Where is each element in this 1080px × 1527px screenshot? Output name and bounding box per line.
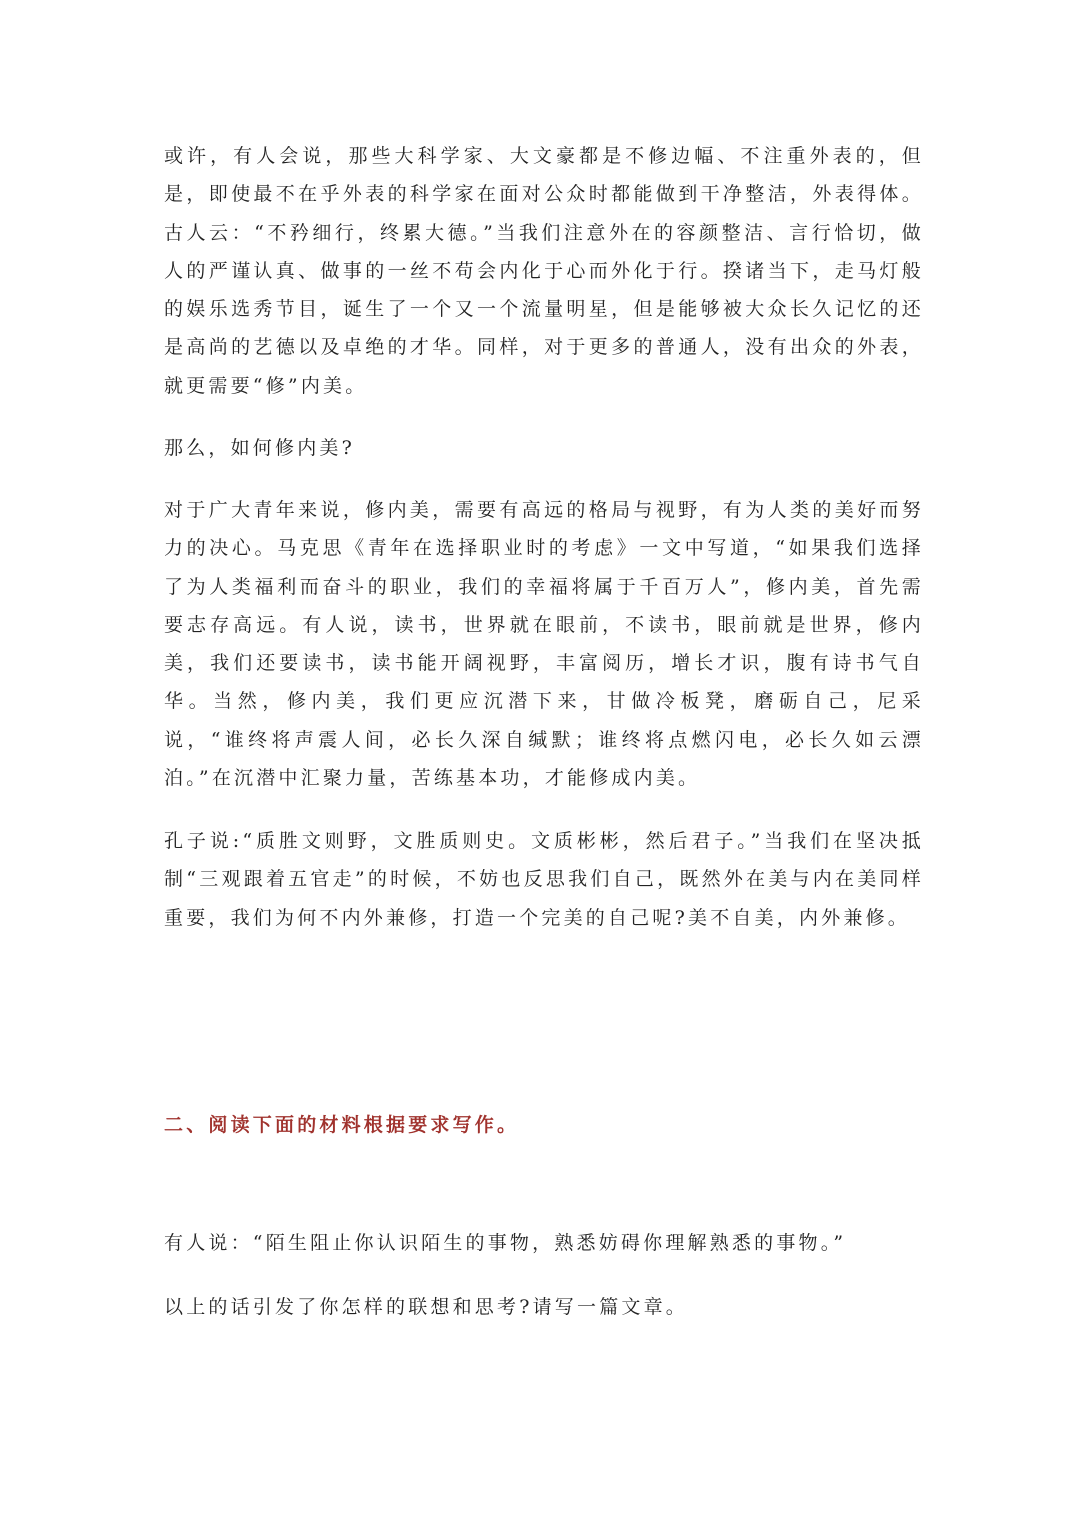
paragraph-youth: 对于广大青年来说，修内美，需要有高远的格局与视野，有为人类的美好而努力的决心。马克思《青年在选择职业时的考虑》一文中写道，“如果我们选择了为人类福利而奋斗的职业，我们的幸福将属于千百万人”，修内美，首先需要志存高远。有人说，读书，世界就在眼前，不读书，眼前就是世界，修内美，我们还要读书，读书能开阔视野，丰富阅历，增长才识，腹有诗书气自华。当然，修内美，我们更应沉潜下来，甘做冷板凳，磨砺自己，尼采说，“谁终将声震人间，必长久深自缄默；谁终将点燃闪电，必长久如云漂泊。”在沉潜中汇聚力量，苦练基本功，才能修成内美。 xyxy=(164,499,924,790)
prompt-question: 以上的话引发了你怎样的联想和思考?请写一篇文章。 xyxy=(164,1296,688,1318)
paragraph-question: 那么，如何修内美? xyxy=(164,437,355,459)
section-heading: 二、阅读下面的材料根据要求写作。 xyxy=(164,1114,520,1136)
paragraph-appearance: 或许，有人会说，那些大科学家、大文豪都是不修边幅、不注重外表的，但是，即使最不在乎外表的科学家在面对公众时都能做到干净整洁，外表得体。古人云：“不矜细行，终累大德。”当我们注意外在的容颜整洁、言行恰切，做人的严谨认真、做事的一丝不苟会内化于心而外化于行。揆诸当下，走马灯般的娱乐选秀节目，诞生了一个又一个流量明星，但是能够被大众长久记忆的还是高尚的艺德以及卓绝的才华。同样，对于更多的普通人，没有出众的外表，就更需要“修”内美。 xyxy=(164,145,924,397)
paragraph-confucius: 孔子说:“质胜文则野，文胜质则史。文质彬彬，然后君子。”当我们在坚决抵制“三观跟着五官走”的时候，不妨也反思我们自己，既然外在美与内在美同样重要，我们为何不内外兼修，打造一个完美的自己呢?美不自美，内外兼修。 xyxy=(164,830,924,929)
prompt-quote: 有人说：“陌生阻止你认识陌生的事物，熟悉妨碍你理解熟悉的事物。” xyxy=(164,1232,847,1254)
